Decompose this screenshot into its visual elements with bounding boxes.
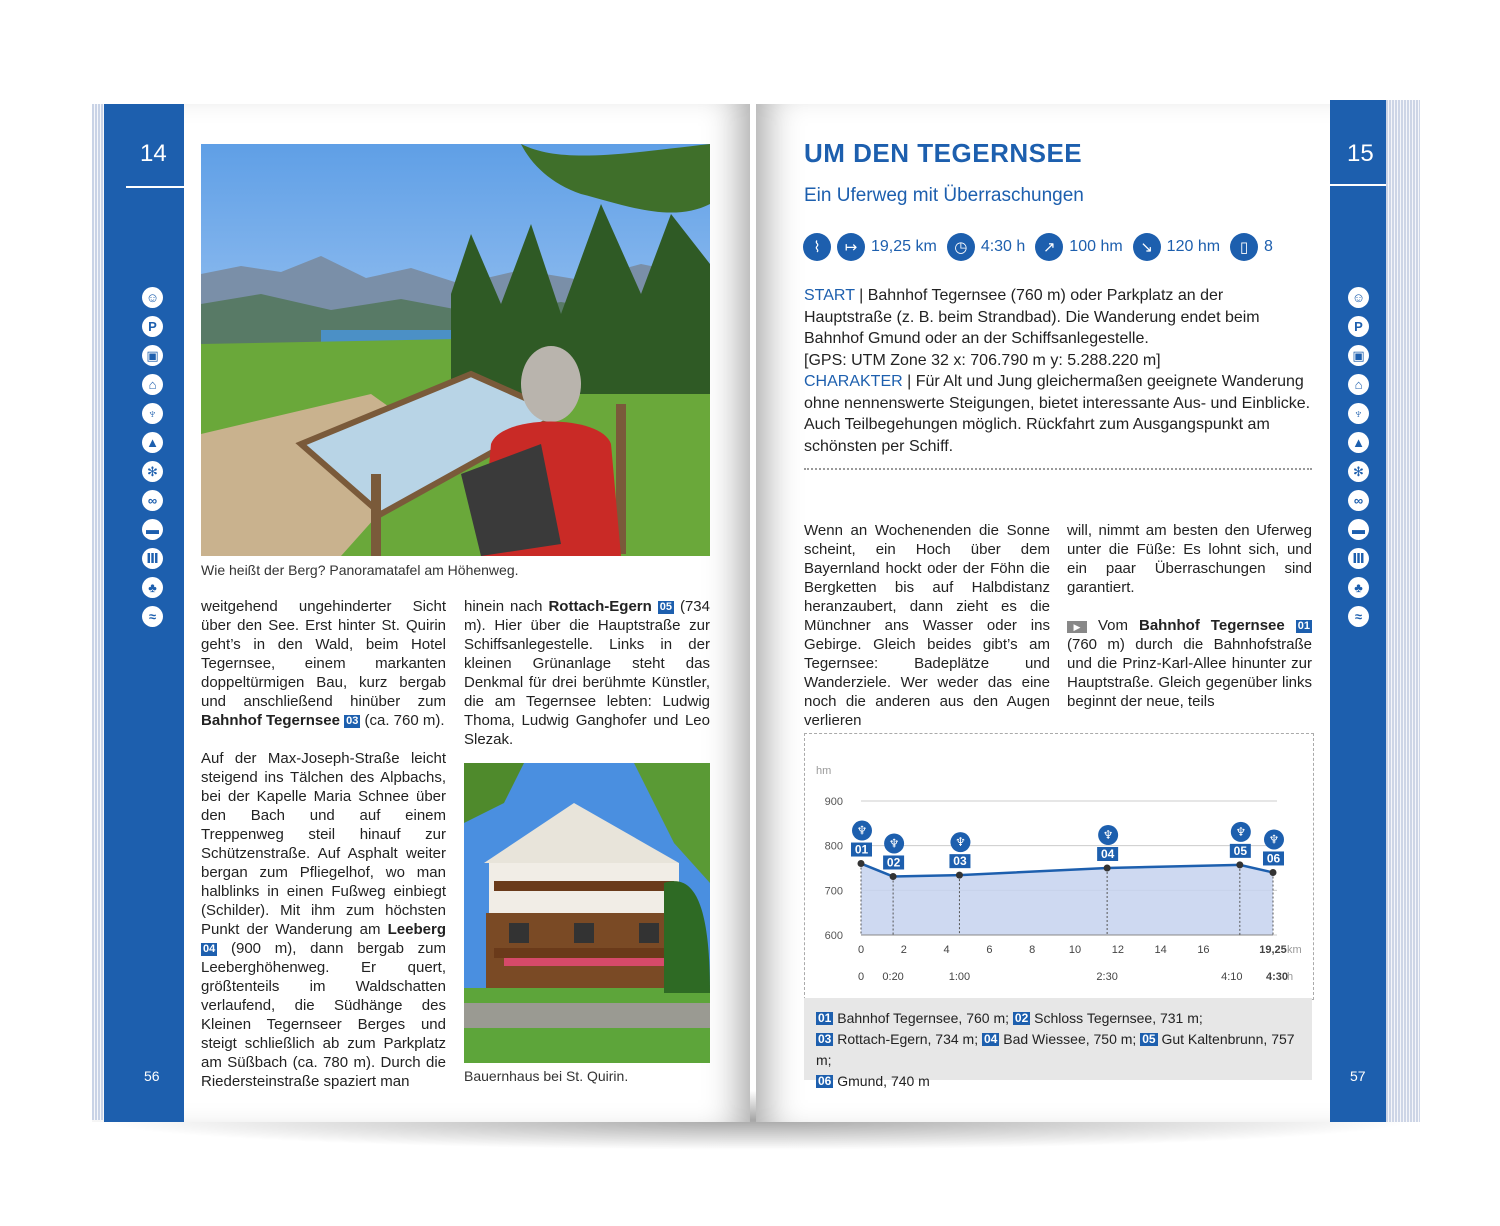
time-tick-label: 4:10 bbox=[1221, 971, 1243, 983]
place-name: Leeberg bbox=[387, 921, 446, 938]
y-tick-label: 900 bbox=[824, 796, 843, 808]
right-page-sidebar bbox=[1330, 100, 1386, 1122]
waypoint-id: 02 bbox=[886, 855, 901, 870]
winter-icon: ✻ bbox=[1348, 461, 1369, 482]
restaurant-icon: ♆ bbox=[142, 403, 163, 424]
legend-row bbox=[816, 1071, 1300, 1092]
play-arrow-icon: ▶ bbox=[1067, 621, 1087, 633]
elevation-area bbox=[861, 864, 1273, 935]
page-tab-number: 15 bbox=[1347, 140, 1374, 167]
paragraph bbox=[1067, 616, 1312, 711]
text: (760 m) durch die Bahnhofstraße und die Prinz-Karl-Allee hinunter zur Hauptstraße. Gleich gegenüber links beginnt der neue, teils bbox=[1067, 636, 1312, 710]
museum-icon: Ⅲ bbox=[142, 548, 163, 569]
photo-caption: Wie heißt der Berg? Panoramatafel am Höhenweg. bbox=[201, 562, 519, 578]
character-label: CHARAKTER bbox=[804, 373, 903, 390]
bike-icon: ∞ bbox=[142, 490, 163, 511]
parking-icon: P bbox=[142, 316, 163, 337]
time-tick-label: 2:30 bbox=[1096, 971, 1118, 983]
waypoint-badge: 03 bbox=[346, 715, 359, 727]
start-label: START bbox=[804, 287, 855, 304]
tree-icon: ♣ bbox=[142, 577, 163, 598]
photo-caption: Bauernhaus bei St. Quirin. bbox=[464, 1068, 629, 1084]
waypoint-badge: 02 bbox=[1014, 1011, 1029, 1025]
restaurant-icon-glyph: ♆ bbox=[1235, 824, 1247, 839]
category-icons bbox=[1348, 287, 1369, 627]
winter-icon: ✻ bbox=[142, 461, 163, 482]
waypoint-dot bbox=[1270, 869, 1277, 876]
waypoint-dot bbox=[956, 872, 963, 879]
elevation-chart bbox=[805, 734, 1313, 999]
waypoint-badge: 03 bbox=[818, 1032, 832, 1046]
divider bbox=[126, 186, 184, 188]
x-tick-label: 4 bbox=[943, 944, 950, 956]
cablecar-icon: ⌂ bbox=[142, 374, 163, 395]
signpost-icon: ↦ bbox=[837, 233, 865, 261]
swimming-icon: ≈ bbox=[142, 606, 163, 627]
parking-icon: P bbox=[1348, 316, 1369, 337]
child-icon: ☺ bbox=[142, 287, 163, 308]
time-tick-label: 4:30 bbox=[1265, 971, 1289, 983]
waypoint-dot bbox=[858, 860, 865, 867]
bus-icon: ▣ bbox=[142, 345, 163, 366]
waypoint-badge: 01 bbox=[818, 1011, 832, 1025]
bike-icon: ∞ bbox=[1348, 490, 1369, 511]
left-page-sidebar bbox=[104, 104, 184, 1122]
text: (900 m), dann bergab zum Leeberghöhenweg. Er quert, größtenteils im Waldschatten verlaufend, die Südhänge des Kleinen Tegernseer Berges und steigt schließlich ab zum Parkplatz am Süßbach (ca. 780 m). Durch die Riedersteinstraße spaziert man bbox=[201, 940, 446, 1090]
clock-icon: ◷ bbox=[947, 233, 975, 261]
waypoint-badge: 06 bbox=[818, 1074, 832, 1088]
legend-text: Gmund, 740 m bbox=[833, 1073, 930, 1089]
waypoint-id: 06 bbox=[1266, 851, 1281, 866]
waypoint-dot bbox=[1236, 861, 1243, 868]
x-tick-label: 12 bbox=[1111, 944, 1124, 956]
distance-value: 19,25 km bbox=[871, 238, 937, 255]
left-page-edges bbox=[92, 104, 104, 1120]
time-tick-label: 0:20 bbox=[882, 971, 904, 983]
ascent-value: 100 hm bbox=[1069, 238, 1123, 255]
text: hinein nach bbox=[464, 598, 549, 615]
stops-value: 8 bbox=[1264, 238, 1273, 255]
hut-icon: ▬ bbox=[142, 519, 163, 540]
summit-icon: ▲ bbox=[142, 432, 163, 453]
waypoint-id: 01 bbox=[854, 842, 869, 857]
waypoint-id: 04 bbox=[1100, 847, 1115, 861]
y-axis-label: hm bbox=[816, 765, 832, 777]
tour-stats bbox=[803, 233, 1273, 261]
subtitle-part: mit Überraschungen bbox=[907, 185, 1084, 206]
museum-icon: Ⅲ bbox=[1348, 548, 1369, 569]
gps-text: [GPS: UTM Zone 32 x: 706.790 m y: 5.288.220 m] bbox=[804, 351, 1161, 369]
start-text: | Bahnhof Tegernsee (760 m) oder Parkplatz an der Hauptstraße (z. B. beim Strandbad). Die Wanderung endet beim Bahnhof Gmund oder an der Schiffsanlegestelle. bbox=[804, 287, 1260, 347]
right-text-column-2 bbox=[1067, 521, 1312, 711]
x-tick-label: 19,25 bbox=[1259, 944, 1287, 956]
tour-info bbox=[804, 285, 1314, 457]
legend-text: Bad Wiessee, 750 m; bbox=[999, 1031, 1141, 1047]
paragraph: will, nimmt am besten den Uferweg unter die Füße: Es lohnt sich, und ein paar Überraschungen sind garantiert. bbox=[1067, 522, 1312, 596]
page-number: 57 bbox=[1350, 1068, 1366, 1084]
ascent-icon: ↗ bbox=[1035, 233, 1063, 261]
x-tick-label: 14 bbox=[1154, 944, 1167, 956]
y-tick-label: 800 bbox=[824, 840, 843, 853]
photo-farmhouse bbox=[464, 763, 710, 1063]
tree-icon: ♣ bbox=[1348, 577, 1369, 598]
x-tick-label: 10 bbox=[1068, 944, 1082, 956]
restaurant-icon-glyph: ♆ bbox=[955, 835, 966, 850]
waypoint-id: 05 bbox=[1233, 843, 1248, 858]
restaurant-icon-glyph: ♆ bbox=[856, 823, 868, 838]
waypoint-badge: 04 bbox=[203, 943, 216, 955]
descent-icon: ↘ bbox=[1133, 233, 1161, 261]
waypoint-badge: 04 bbox=[984, 1032, 998, 1046]
route-type-icon: ⌇ bbox=[803, 233, 831, 261]
paragraph bbox=[464, 597, 710, 749]
y-tick-label: 600 bbox=[824, 930, 843, 942]
text: Auf der Max-Joseph-Straße leicht steigend ins Tälchen des Alpbachs, bei der Kapelle Maria Schnee über den Bach und auf einem Treppenweg steil hinauf zur Schützenstraße. Auf Asphalt weiter bergan zum Pfliegelhof, wo man halblinks in einen Fußweg einbiegt (Schilder). Mit ihm zum höchsten Punkt der Wanderung am bbox=[201, 750, 446, 938]
x-tick-label: 2 bbox=[900, 944, 907, 956]
character-text: | Für Alt und Jung gleichermaßen geeignete Wanderung ohne nennenswerte Steigungen, bietet interessante Aus- und Einblicke. Auch Teilbegehungen möglich. Rückfahrt zum Ausgangspunkt am schönsten per Schiff. bbox=[804, 373, 1311, 455]
place-name: Bahnhof Tegernsee bbox=[201, 712, 340, 729]
waypoint-dot bbox=[890, 873, 897, 880]
descent-value: 120 hm bbox=[1166, 238, 1221, 255]
waypoint-badge: 05 bbox=[1142, 1032, 1156, 1046]
restaurant-icon-glyph: ♆ bbox=[888, 836, 900, 851]
time-tick-label: 0 bbox=[857, 971, 865, 983]
child-icon: ☺ bbox=[1348, 287, 1369, 308]
restaurant-icon-glyph: ♆ bbox=[1102, 828, 1114, 842]
duration-value: 4:30 h bbox=[980, 238, 1026, 255]
photo-panorama-board bbox=[201, 144, 710, 556]
time-tick-label: 1:00 bbox=[948, 971, 971, 983]
waypoint-badge: 05 bbox=[659, 601, 673, 613]
tour-title: UM DEN TEGERNSEE bbox=[804, 138, 1083, 168]
restaurant-icon: ♆ bbox=[1348, 403, 1369, 424]
category-icons bbox=[142, 287, 163, 627]
bus-icon: ▣ bbox=[1348, 345, 1369, 366]
text: Vom bbox=[1087, 617, 1139, 634]
cablecar-icon: ⌂ bbox=[1348, 374, 1369, 395]
text: weitgehend ungehinderter Sicht über den See. Erst hinter St. Quirin geht’s in den Wald, beim Hotel Tegernsee, einem markanten doppeltürmigen Bau, kurz bergab und anschließend hinüber zum bbox=[201, 598, 446, 710]
elevation-profile bbox=[804, 733, 1314, 1000]
y-tick-label: 700 bbox=[824, 885, 843, 898]
x-tick-label: 8 bbox=[1029, 944, 1036, 956]
right-page-edges bbox=[1386, 100, 1420, 1122]
x-tick-label: 6 bbox=[986, 944, 993, 956]
subtitle-part: Ein Uferweg bbox=[804, 185, 908, 206]
x-tick-label: 16 bbox=[1197, 944, 1210, 956]
legend-row bbox=[816, 1008, 1300, 1029]
page-tab-number: 14 bbox=[140, 140, 167, 167]
divider bbox=[1330, 184, 1386, 186]
dotted-divider bbox=[804, 468, 1312, 470]
left-text-column-1 bbox=[201, 597, 446, 1091]
legend-row bbox=[816, 1029, 1300, 1071]
paragraph: Wenn an Wochenenden die Sonne scheint, ein Hoch über dem Bayernland hockt oder der Föhn die Bergketten bis auf Halbdistanz heranzaubert, dann zieht es die Münchner ans Wasser oder ins Gebirge. Gleich beides gibt’s am Tegernsee: Badeplätze und Wanderziele. Wer weder das eine noch die anderen aus den Augen verlieren bbox=[804, 522, 1050, 729]
restaurant-icon-glyph: ♆ bbox=[1268, 832, 1280, 847]
waypoint-legend bbox=[804, 998, 1312, 1089]
tour-subtitle bbox=[804, 185, 1084, 207]
x-tick-label: 0 bbox=[857, 944, 865, 956]
legend-text: Gut Kaltenbrunn, 757 m; bbox=[816, 1031, 1295, 1068]
legend-text: Rottach-Egern, 734 m; bbox=[833, 1031, 982, 1047]
paragraph bbox=[201, 749, 446, 1091]
waypoint-badge: 01 bbox=[1297, 620, 1310, 632]
paragraph bbox=[201, 597, 446, 730]
time-axis-unit: h bbox=[1287, 971, 1294, 983]
hut-icon: ▬ bbox=[1348, 519, 1369, 540]
summit-icon: ▲ bbox=[1348, 432, 1369, 453]
text: (734 m). Hier über die Hauptstraße zur Schiffsanlegestelle. Links in der kleinen Grünanlage steht das Denkmal für drei berühmte Künstler, die am Tegernsee lebten: Ludwig Thoma, Ludwig Ganghofer und Leo Slezak. bbox=[464, 598, 710, 748]
place-name: Rottach-Egern bbox=[548, 598, 652, 615]
x-axis-unit: km bbox=[1287, 944, 1302, 956]
waypoint-dot bbox=[1104, 865, 1111, 872]
place-name: Bahnhof Tegernsee bbox=[1139, 617, 1285, 634]
swimming-icon: ≈ bbox=[1348, 606, 1369, 627]
page-number: 56 bbox=[144, 1068, 160, 1084]
waypoint-id: 03 bbox=[953, 854, 967, 869]
right-text-column-1 bbox=[804, 521, 1050, 730]
left-text-column-2 bbox=[464, 597, 710, 749]
legend-text: Schloss Tegernsee, 731 m; bbox=[1030, 1010, 1203, 1026]
text: (ca. 760 m). bbox=[360, 712, 445, 729]
legend-text: Bahnhof Tegernsee, 760 m; bbox=[833, 1010, 1013, 1026]
map-pages-icon: ▯ bbox=[1230, 233, 1258, 261]
